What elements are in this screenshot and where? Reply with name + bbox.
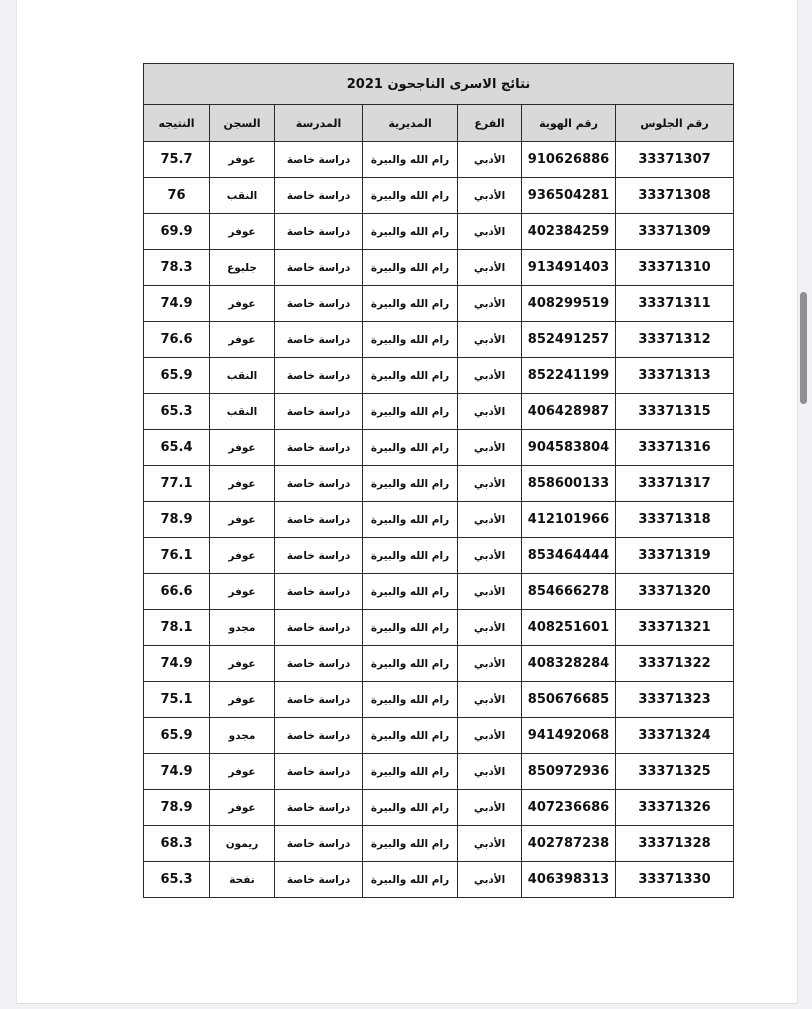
- column-header-directorate: المديرية: [363, 105, 458, 142]
- cell-id: 904583804: [522, 430, 616, 466]
- cell-id: 852241199: [522, 358, 616, 394]
- cell-prison: عوفر: [210, 322, 275, 358]
- cell-seat: 33371330: [616, 862, 734, 898]
- cell-school: دراسة خاصة: [275, 358, 363, 394]
- results-table: [143, 63, 734, 898]
- cell-directorate: رام الله والبيرة: [363, 862, 458, 898]
- cell-result: 68.3: [144, 826, 210, 862]
- column-header-prison: السجن: [210, 105, 275, 142]
- cell-school: دراسة خاصة: [275, 826, 363, 862]
- cell-id: 936504281: [522, 178, 616, 214]
- cell-result: 78.9: [144, 502, 210, 538]
- cell-seat: 33371320: [616, 574, 734, 610]
- cell-prison: عوفر: [210, 466, 275, 502]
- cell-seat: 33371316: [616, 430, 734, 466]
- cell-result: 77.1: [144, 466, 210, 502]
- cell-branch: الأدبي: [458, 502, 522, 538]
- cell-seat: 33371322: [616, 646, 734, 682]
- cell-branch: الأدبي: [458, 790, 522, 826]
- column-header-seat: رقم الجلوس: [616, 105, 734, 142]
- cell-branch: الأدبي: [458, 466, 522, 502]
- cell-id: 850972936: [522, 754, 616, 790]
- cell-result: 65.9: [144, 718, 210, 754]
- cell-directorate: رام الله والبيرة: [363, 646, 458, 682]
- cell-branch: الأدبي: [458, 610, 522, 646]
- cell-id: 858600133: [522, 466, 616, 502]
- column-header-id: رقم الهوية: [522, 105, 616, 142]
- cell-branch: الأدبي: [458, 538, 522, 574]
- cell-branch: الأدبي: [458, 754, 522, 790]
- cell-branch: الأدبي: [458, 214, 522, 250]
- cell-prison: عوفر: [210, 574, 275, 610]
- cell-result: 75.1: [144, 682, 210, 718]
- cell-directorate: رام الله والبيرة: [363, 142, 458, 178]
- cell-branch: الأدبي: [458, 862, 522, 898]
- cell-result: 65.9: [144, 358, 210, 394]
- cell-prison: جلبوع: [210, 250, 275, 286]
- cell-id: 941492068: [522, 718, 616, 754]
- cell-id: 850676685: [522, 682, 616, 718]
- cell-result: 74.9: [144, 646, 210, 682]
- cell-result: 78.1: [144, 610, 210, 646]
- cell-school: دراسة خاصة: [275, 682, 363, 718]
- cell-seat: 33371313: [616, 358, 734, 394]
- table-header-row: [144, 105, 734, 142]
- cell-directorate: رام الله والبيرة: [363, 754, 458, 790]
- cell-school: دراسة خاصة: [275, 646, 363, 682]
- cell-school: دراسة خاصة: [275, 466, 363, 502]
- cell-school: دراسة خاصة: [275, 178, 363, 214]
- table-row: [144, 394, 734, 430]
- cell-branch: الأدبي: [458, 178, 522, 214]
- cell-directorate: رام الله والبيرة: [363, 214, 458, 250]
- cell-result: 78.9: [144, 790, 210, 826]
- cell-school: دراسة خاصة: [275, 718, 363, 754]
- table-row: [144, 610, 734, 646]
- cell-branch: الأدبي: [458, 430, 522, 466]
- cell-result: 76.6: [144, 322, 210, 358]
- cell-id: 910626886: [522, 142, 616, 178]
- cell-prison: ريمون: [210, 826, 275, 862]
- cell-seat: 33371319: [616, 538, 734, 574]
- cell-branch: الأدبي: [458, 718, 522, 754]
- cell-id: 402384259: [522, 214, 616, 250]
- cell-seat: 33371321: [616, 610, 734, 646]
- cell-branch: الأدبي: [458, 826, 522, 862]
- table-row: [144, 754, 734, 790]
- cell-directorate: رام الله والبيرة: [363, 718, 458, 754]
- cell-school: دراسة خاصة: [275, 754, 363, 790]
- cell-directorate: رام الله والبيرة: [363, 322, 458, 358]
- cell-seat: 33371326: [616, 790, 734, 826]
- table-row: [144, 286, 734, 322]
- cell-school: دراسة خاصة: [275, 142, 363, 178]
- cell-prison: عوفر: [210, 790, 275, 826]
- cell-directorate: رام الله والبيرة: [363, 250, 458, 286]
- cell-result: 76.1: [144, 538, 210, 574]
- cell-result: 78.3: [144, 250, 210, 286]
- column-header-branch: الفرع: [458, 105, 522, 142]
- cell-school: دراسة خاصة: [275, 322, 363, 358]
- cell-directorate: رام الله والبيرة: [363, 610, 458, 646]
- table-row: [144, 322, 734, 358]
- cell-result: 69.9: [144, 214, 210, 250]
- cell-school: دراسة خاصة: [275, 862, 363, 898]
- cell-directorate: رام الله والبيرة: [363, 574, 458, 610]
- cell-school: دراسة خاصة: [275, 790, 363, 826]
- cell-branch: الأدبي: [458, 286, 522, 322]
- cell-seat: 33371310: [616, 250, 734, 286]
- cell-prison: عوفر: [210, 646, 275, 682]
- cell-directorate: رام الله والبيرة: [363, 502, 458, 538]
- cell-directorate: رام الله والبيرة: [363, 286, 458, 322]
- cell-school: دراسة خاصة: [275, 574, 363, 610]
- cell-directorate: رام الله والبيرة: [363, 178, 458, 214]
- table-row: [144, 646, 734, 682]
- table-row: [144, 178, 734, 214]
- cell-id: 406428987: [522, 394, 616, 430]
- cell-result: 74.9: [144, 754, 210, 790]
- cell-directorate: رام الله والبيرة: [363, 358, 458, 394]
- cell-branch: الأدبي: [458, 646, 522, 682]
- cell-school: دراسة خاصة: [275, 214, 363, 250]
- cell-prison: عوفر: [210, 214, 275, 250]
- cell-prison: مجدو: [210, 718, 275, 754]
- cell-prison: عوفر: [210, 754, 275, 790]
- cell-branch: الأدبي: [458, 142, 522, 178]
- cell-prison: النقب: [210, 358, 275, 394]
- cell-seat: 33371328: [616, 826, 734, 862]
- cell-school: دراسة خاصة: [275, 250, 363, 286]
- vertical-scrollbar[interactable]: [800, 292, 807, 404]
- table-row: [144, 142, 734, 178]
- table-row: [144, 862, 734, 898]
- cell-directorate: رام الله والبيرة: [363, 790, 458, 826]
- cell-id: 852491257: [522, 322, 616, 358]
- table-row: [144, 574, 734, 610]
- cell-seat: 33371324: [616, 718, 734, 754]
- cell-id: 408328284: [522, 646, 616, 682]
- cell-seat: 33371311: [616, 286, 734, 322]
- cell-seat: 33371323: [616, 682, 734, 718]
- cell-school: دراسة خاصة: [275, 394, 363, 430]
- cell-seat: 33371307: [616, 142, 734, 178]
- cell-id: 407236686: [522, 790, 616, 826]
- cell-prison: عوفر: [210, 682, 275, 718]
- cell-id: 408299519: [522, 286, 616, 322]
- cell-result: 76: [144, 178, 210, 214]
- cell-prison: النقب: [210, 394, 275, 430]
- cell-id: 406398313: [522, 862, 616, 898]
- cell-id: 412101966: [522, 502, 616, 538]
- cell-seat: 33371318: [616, 502, 734, 538]
- table-title: نتائج الاسرى الناجحون 2021: [144, 64, 734, 105]
- cell-prison: عوفر: [210, 538, 275, 574]
- table-row: [144, 790, 734, 826]
- cell-branch: الأدبي: [458, 322, 522, 358]
- cell-result: 65.3: [144, 394, 210, 430]
- cell-branch: الأدبي: [458, 574, 522, 610]
- cell-seat: 33371308: [616, 178, 734, 214]
- cell-result: 65.3: [144, 862, 210, 898]
- table-row: [144, 538, 734, 574]
- cell-directorate: رام الله والبيرة: [363, 466, 458, 502]
- cell-id: 408251601: [522, 610, 616, 646]
- table-row: [144, 466, 734, 502]
- cell-school: دراسة خاصة: [275, 286, 363, 322]
- cell-directorate: رام الله والبيرة: [363, 538, 458, 574]
- cell-seat: 33371317: [616, 466, 734, 502]
- table-row: [144, 250, 734, 286]
- cell-id: 853464444: [522, 538, 616, 574]
- cell-prison: عوفر: [210, 142, 275, 178]
- cell-directorate: رام الله والبيرة: [363, 682, 458, 718]
- cell-school: دراسة خاصة: [275, 610, 363, 646]
- table-row: [144, 718, 734, 754]
- table-body: [144, 142, 734, 898]
- cell-id: 402787238: [522, 826, 616, 862]
- cell-prison: مجدو: [210, 610, 275, 646]
- cell-directorate: رام الله والبيرة: [363, 826, 458, 862]
- cell-id: 913491403: [522, 250, 616, 286]
- column-header-school: المدرسة: [275, 105, 363, 142]
- cell-prison: عوفر: [210, 430, 275, 466]
- table-row: [144, 358, 734, 394]
- cell-result: 65.4: [144, 430, 210, 466]
- cell-prison: النقب: [210, 178, 275, 214]
- cell-seat: 33371315: [616, 394, 734, 430]
- cell-branch: الأدبي: [458, 682, 522, 718]
- cell-seat: 33371309: [616, 214, 734, 250]
- table-row: [144, 214, 734, 250]
- column-header-result: النتيجه: [144, 105, 210, 142]
- cell-school: دراسة خاصة: [275, 502, 363, 538]
- cell-seat: 33371325: [616, 754, 734, 790]
- cell-prison: عوفر: [210, 286, 275, 322]
- cell-directorate: رام الله والبيرة: [363, 430, 458, 466]
- cell-prison: نفحة: [210, 862, 275, 898]
- cell-branch: الأدبي: [458, 250, 522, 286]
- cell-school: دراسة خاصة: [275, 538, 363, 574]
- cell-result: 74.9: [144, 286, 210, 322]
- cell-seat: 33371312: [616, 322, 734, 358]
- cell-school: دراسة خاصة: [275, 430, 363, 466]
- cell-id: 854666278: [522, 574, 616, 610]
- cell-branch: الأدبي: [458, 358, 522, 394]
- table-row: [144, 826, 734, 862]
- cell-result: 75.7: [144, 142, 210, 178]
- cell-result: 66.6: [144, 574, 210, 610]
- table-row: [144, 502, 734, 538]
- cell-branch: الأدبي: [458, 394, 522, 430]
- table-row: [144, 682, 734, 718]
- cell-prison: عوفر: [210, 502, 275, 538]
- cell-directorate: رام الله والبيرة: [363, 394, 458, 430]
- table-row: [144, 430, 734, 466]
